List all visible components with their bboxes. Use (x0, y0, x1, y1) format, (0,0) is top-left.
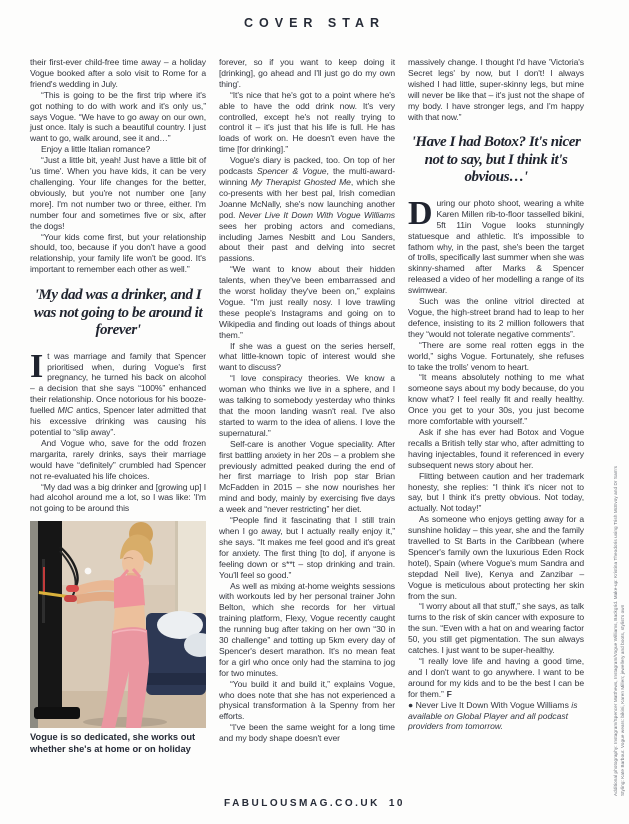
page-footer (0, 798, 629, 809)
article-end-mark: F (443, 688, 453, 699)
body-paragraph: “I worry about all that stuff,” she says, as talk turns to the risk of skin cancer with exposure to the sun. “Even with a hat on and wearing factor 50, you still get pigmentation. The sun always catches. I just want to be super-healthy. (408, 601, 584, 656)
body-paragraph: “Just a little bit, yeah! Just have a little bit of 'us time'. When you have kids, it can be very challenging. Your life changes for the better, obviously, but you're not number one [any more]. I'm not number two or three, either. I'm number four and sometimes five or six, after the dogs! (30, 155, 206, 231)
body-paragraph: If she was a guest on the series herself, what little-known topic of interest would she want to discuss? (219, 340, 395, 373)
pull-quote: 'My dad was a drinker, and I was not going to be around it forever' (33, 287, 203, 339)
column-2 (219, 57, 395, 755)
body-paragraph: “This is going to be the first trip where it's got nothing to do with work and it's only us,” says Vogue. “We have to go away on our own, just once. Italy is such a beautiful country. I just want to go, walk around, see it and…” (30, 89, 206, 144)
podcast-note: ● Never Live It Down With Vogue Williams is available on Global Player and all podcast providers from tomorrow. (408, 699, 578, 732)
body-paragraph: As someone who enjoys getting away for a sunshine holiday – this year, she and the family travelled to St Barts in the Caribbean (where Spencer's family own the luxurious Eden Rock hotel), Spain (where Vogue's mum Sandra and stepdad Neil live), Kenya and Zanzibar – Vogue is meticulous about protecting her skin from the sun. (408, 514, 584, 601)
body-paragraph: As well as mixing at-home weights sessions with workouts led by her personal trainer John Belton, which she records for her virtual training platform, Flexy, Vogue recently caught the running bug after taking on her own “30 in 30 challenge” and totting up 5km every day of Spencer's desert marathon. It's no mean feat for a girl who once only had the stamina to jog for two minutes. (219, 580, 395, 678)
credit-line: Styling: Kate Barbour. Vogue wears: bikini, Karen Millen; jewellery and boots, stylist's own (620, 604, 625, 796)
body-paragraph: massively change. I thought I'd have 'Victoria's Secret legs' by now, but I don't! I always wished I had little, super-skinny legs, but mine will never be like that – it's just not the shape of my body. I have stronger legs, and I'm happy with that now.” (408, 57, 584, 122)
photo-credits-vertical (612, 465, 626, 796)
body-paragraph: Such was the online vitriol directed at Vogue, the high-street brand had to leap to her defence, insisting to its 2 million followers that they “would not tolerate negative comments”. (408, 296, 584, 339)
dropcap-paragraph: It was marriage and family that Spencer prioritised when, during Vogue's first pregnancy, he turned his back on alcohol – a decision that she says “100%” enhanced their relationship. Once notorious for his booze-fuelled MIC antics, Spencer later admitted that his excessive drinking was causing his potential to “slip away”. (30, 347, 206, 437)
body-paragraph: Ask if she has ever had Botox and Vogue recalls a British telly star who, after admitting to having injectables, found it referenced in every subsequent news story about her. (408, 426, 584, 470)
pull-quote: 'Have I had Botox? It's nicer not to say, but I think it's obvious…' (411, 134, 581, 186)
drop-cap: D (408, 194, 433, 232)
body-paragraph: “I love conspiracy theories. We know a woman who thinks we live in a sphere, and I was talking to somebody yesterday who thinks that the moon landing wasn't real. I've also started to warm to the idea of aliens. I love the supernatural.” (219, 373, 395, 438)
body-paragraph: their first-ever child-free time away – a holiday Vogue booked after a solo visit to Rome for a friend's wedding in July. (30, 57, 206, 89)
body-paragraph: Flitting between caution and her trademark honesty, she replies: “I think it's nicer not to say, but I think it's pretty obvious. Not today, actually. Not today!” (408, 470, 584, 514)
photo-caption: Vogue is so dedicated, she works out whether she's at home or on holiday (30, 732, 196, 754)
body-paragraph: Self-care is another Vogue speciality. After first battling anxiety in her 20s – a problem she previously admitted peaked during the end of her first marriage to Irish pop star Brian McFadden in 2015 – she now nourishes her mind and body, mainly by exercising five days a week and “never restricting” her diet. (219, 438, 395, 515)
body-paragraph: Enjoy a little Italian romance? (41, 144, 151, 155)
page-number: 10 (388, 798, 405, 809)
drop-cap: I (30, 347, 44, 385)
dropcap-paragraph: During our photo shoot, wearing a white Karen Millen rib-to-floor tasselled bikini, 5ft 11in Vogue looks stunningly statuesque and athletic. It's impossible to fathom why, in the past, she's been the target of trolls, specifically last summer when she was skinny-shamed after Marks & Spencer released a video of her modelling a range of its swimwear. (408, 194, 584, 296)
body-paragraph: “We want to know about their hidden talents, when they've been embarrassed and the worst holiday they've been on,” explains Vogue. “I'm just really nosy. I love trawling these people's Instagrams and going on to Wikipedia and finding out loads of things about them.” (219, 264, 395, 340)
body-paragraph: And Vogue who, save for the odd frozen margarita, rarely drinks, says their marriage would have “definitely” crumbled had Spencer not re-evaluated his life choices. (30, 437, 206, 481)
credit-line: Additional photography: Instagram/Spencer Matthews, Instagram/Vogue Williams, Backgrid. Make-up: Kristina Theodoris using Trish McEvoy and Dr Sam's (613, 465, 618, 796)
body-paragraph: “It's nice that he's got to a point where he's able to have the odd drink now. It's very controlled, except he's not really trying to control it – it's just that his life is full. He has loads of work on. He doesn't even have the time [for drinking].” (219, 89, 395, 155)
body-paragraph: “There are some real rotten eggs in the world,” sighs Vogue. Fortunately, she refuses to take the trolls' venom to heart. (408, 339, 584, 372)
site-url: FABULOUSMAG.CO.UK (224, 798, 380, 809)
body-paragraph: “People find it fascinating that I still train when I go away, but I actually really enjoy it,” she says. “It makes me feel good and it's great for anxiety. The first thing [to do], if anyone is feeling down or s**t – stop drinking and train. You'll feel so good.” (219, 515, 395, 580)
body-paragraph: “It means absolutely nothing to me what someone says about my body because, do you know what? I feel really fit and really healthy. Once you get to your 30s, you just become more comfortable with yourself.” (408, 372, 584, 427)
body-paragraph: “My dad was a big drinker and [growing up] I had alcohol around me a lot, so I was like: 'I'm not going to be around this (30, 481, 206, 514)
body-paragraph: “I really love life and having a good time, and I don't want to go anywhere. I want to be around for my kids and to be the best I can be for them.” F (408, 656, 584, 699)
body-paragraph: Vogue's diary is packed, too. On top of her podcasts Spencer & Vogue, the multi-award-winning My Therapist Ghosted Me, which she co-presents with her best pal, Irish comedian Joanne McNally, she's now launching another pod. Never Live It Down With Vogue Williams sees her probing actors and comedians, including James Nesbitt and Lou Sanders, about their past and delving into secret passions. (219, 155, 396, 264)
body-paragraph: “You build it and build it,” explains Vogue, who does note that she has not experienced a physical transformation à la Spenny from her efforts. (219, 678, 395, 722)
column-1 (30, 57, 206, 755)
body-paragraph: “I've been the same weight for a long time and my body shape doesn't ever (219, 722, 395, 744)
workout-photo-illustration (30, 521, 206, 728)
body-paragraph: forever, so if you want to keep doing it [drinking], go ahead and I'll just go do my own thing'. (219, 57, 395, 89)
article-photo (30, 521, 206, 755)
column-3 (408, 57, 584, 755)
section-header: COVER STAR (243, 16, 386, 30)
article-columns (30, 57, 586, 755)
body-paragraph: “Your kids come first, but your relationship should, too, because if you don't have a good relationship, your family life won't be good. It's important to remember each other as well.” (30, 231, 206, 275)
